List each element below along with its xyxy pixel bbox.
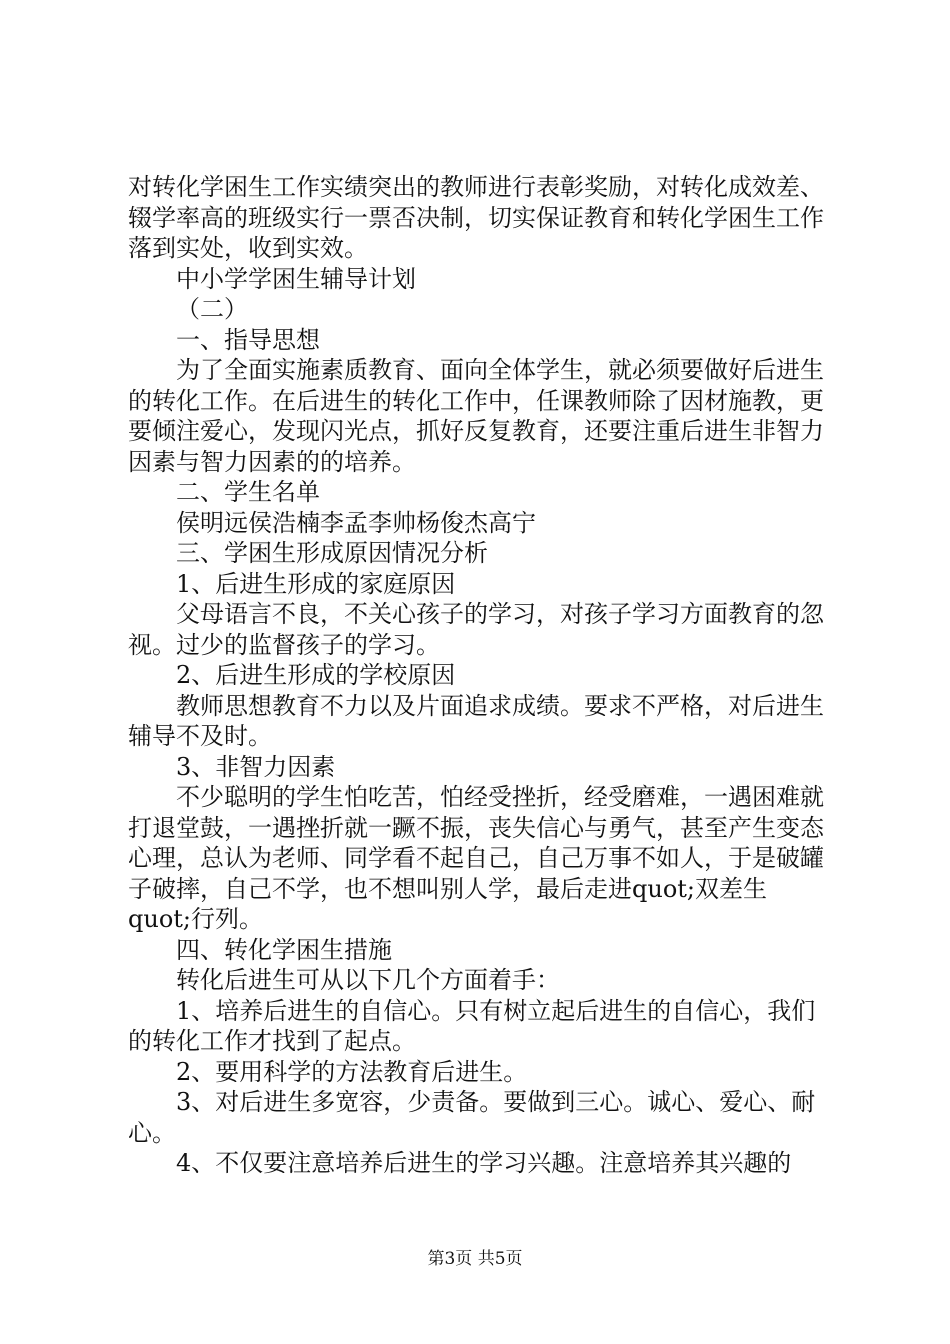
list-item: 4、不仅要注意培养后进生的学习兴趣。注意培养其兴趣的 [176, 1149, 792, 1177]
section-heading: 三、学困生形成原因情况分析 [176, 539, 488, 567]
plan-title: 中小学学困生辅导计划 [176, 264, 416, 293]
page-number-footer: 第3页 共5页 [427, 1249, 523, 1269]
paragraph: 教师思想教育不力以及片面追求成绩。要求不严格，对后进生辅导不及时。 [128, 691, 824, 750]
document-body [128, 172, 828, 1179]
section-heading: 一、指导思想 [176, 325, 320, 354]
list-item: 2、要用科学的方法教育后进生。 [176, 1057, 528, 1086]
paragraph: 对转化学困生工作实绩突出的教师进行表彰奖励，对转化成效差、辍学率高的班级实行一票否决制，切实保证教育和转化学困生工作落到实处，收到实效。 [128, 173, 824, 262]
paragraph: 为了全面实施素质教育、面向全体学生，就必须要做好后进生的转化工作。在后进生的转化工作中，任课教师除了因材施教，更要倾注爱心，发现闪光点，抓好反复教育，还要注重后进生非智力因素与智力因素的的培养。 [128, 356, 824, 476]
paragraph: 不少聪明的学生怕吃苦，怕经受挫折，经受磨难，一遇困难就打退堂鼓，一遇挫折就一蹶不振，丧失信心与勇气，甚至产生变态心理，总认为老师、同学看不起自己，自己万事不如人，于是破罐子破摔，自己不学，也不想叫别人学，最后走进quot;双差生quot;行列。 [128, 783, 824, 933]
paragraph: 父母语言不良，不关心孩子的学习，对孩子学习方面教育的忽视。过少的监督孩子的学习。 [128, 600, 824, 659]
list-item: 3、对后进生多宽容，少责备。要做到三心。诚心、爱心、耐心。 [128, 1088, 816, 1147]
subsection-heading: 1、后进生形成的家庭原因 [176, 569, 456, 598]
student-list: 侯明远侯浩楠李孟李帅杨俊杰高宁 [176, 508, 536, 537]
list-item: 1、培养后进生的自信心。只有树立起后进生的自信心，我们的转化工作才找到了起点。 [128, 996, 816, 1055]
subsection-heading: 2、后进生形成的学校原因 [176, 661, 456, 689]
subsection-heading: 3、非智力因素 [176, 752, 336, 781]
section-heading: 二、学生名单 [176, 478, 320, 506]
paragraph: 转化后进生可从以下几个方面着手： [176, 966, 560, 994]
section-heading: 四、转化学困生措施 [176, 935, 392, 964]
plan-subtitle: （二） [176, 295, 248, 323]
